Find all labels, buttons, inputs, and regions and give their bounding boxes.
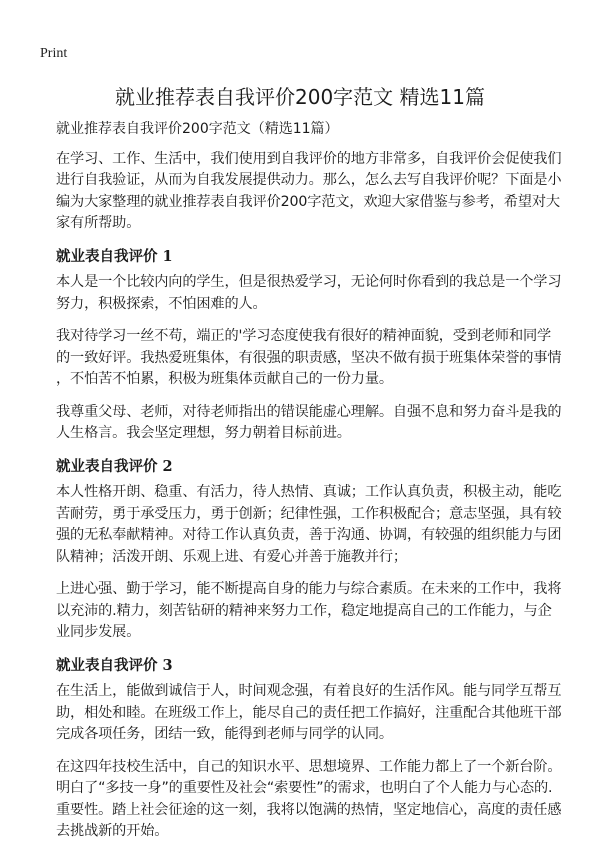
text-line: 在学习、工作、生活中，我们使用到自我评价的地方非常多，自我评价会促使我们 <box>56 150 562 167</box>
text-line: 在这四年技校生活中，自己的知识水平、思想境界、工作能力都上了一个新台阶。 <box>56 758 562 775</box>
article-body <box>56 119 576 854</box>
sections <box>56 246 576 843</box>
paragraph <box>56 482 576 568</box>
text-line: 本人是一个比较内向的学生，但是很热爱学习，无论何时你看到的我总是一个学习 <box>56 274 562 290</box>
section-heading: 就业表自我评价 1 <box>56 247 173 265</box>
text-line: 的一致好评。我热爱班集体，有很强的职责感，坚决不做有损于班集体荣誉的事情 <box>56 349 562 366</box>
text-line: 苦耐劳，勇于承受压力，勇于创新；纪律性强，工作积极配合；意志坚强，具有较 <box>56 505 562 522</box>
text-line: 去挑战新的开始。 <box>56 823 169 839</box>
section-heading: 就业表自我评价 2 <box>56 457 173 475</box>
text-line: 助，相处和睦。在班级工作上，能尽自己的责任把工作搞好，注重配合其他班干部 <box>56 704 562 721</box>
text-line: 业同步发展。 <box>56 624 141 640</box>
page-title: 就业推荐表自我评价200字范文 精选11篇 <box>115 85 485 109</box>
paragraph <box>56 757 576 843</box>
article-subtitle: 就业推荐表自我评价200字范文（精选11篇） <box>56 121 339 137</box>
text-line: 努力，积极探索，不怕困难的人。 <box>56 295 267 312</box>
print-link[interactable]: Print <box>40 46 68 61</box>
text-line: 编为大家整理的就业推荐表自我评价200字范文，欢迎大家借鉴与参考，希望对大 <box>56 193 560 210</box>
text-line: 重要性。踏上社会征途的这一刻，我将以饱满的热情，坚定地信心，高度的责任感 <box>56 801 562 818</box>
paragraph <box>56 681 576 746</box>
paragraph <box>56 579 576 644</box>
text-line: 队精神；活泼开朗、乐观上进、有爱心并善于施教并行； <box>56 548 407 565</box>
text-line: 家有所帮助。 <box>56 215 141 231</box>
paragraph <box>56 326 576 391</box>
text-line: 完成各项任务，团结一致，能得到老师与同学的认同。 <box>56 726 393 742</box>
paragraph <box>56 402 576 445</box>
text-line: ，不怕苦不怕累，积极为班集体贡献自己的一份力量。 <box>56 371 393 387</box>
section-2 <box>56 456 576 644</box>
text-line: 进行自我验证，从而为自我发展提供动力。那么，怎么去写自我评价呢？下面是小 <box>56 172 562 188</box>
text-line: 我对待学习一丝不苟，端正的'学习态度使我有很好的精神面貌，受到老师和同学 <box>56 328 552 344</box>
paragraph <box>56 272 576 315</box>
text-line: 本人性格开朗、稳重、有活力，待人热情、真诚；工作认真负责，积极主动，能吃 <box>56 484 562 500</box>
text-line: 以充沛的.精力，刻苦钻研的精神来努力工作，稳定地提高自己的工作能力，与企 <box>56 602 552 619</box>
text-line: 上进心强、勤于学习，能不断提高自身的能力与综合素质。在未来的工作中，我将 <box>56 581 562 597</box>
section-heading: 就业表自我评价 3 <box>56 656 173 674</box>
text-line: 明白了“多技一身”的重要性及社会“索要性”的需求，也明白了个人能力与心态的. <box>56 780 553 796</box>
section-1 <box>56 246 576 445</box>
section-3 <box>56 655 576 843</box>
text-line: 人生格言。我会坚定理想，努力朝着目标前进。 <box>56 425 351 441</box>
intro-paragraph <box>56 149 576 235</box>
text-line: 在生活上，能做到诚信于人，时间观念强，有着良好的生活作风。能与同学互帮互 <box>56 683 562 699</box>
text-line: 我尊重父母、老师，对待老师指出的错误能虚心理解。自强不息和努力奋斗是我的 <box>56 403 562 420</box>
text-line: 强的无私奉献精神。对待工作认真负责，善于沟通、协调，有较强的组织能力与团 <box>56 527 562 543</box>
